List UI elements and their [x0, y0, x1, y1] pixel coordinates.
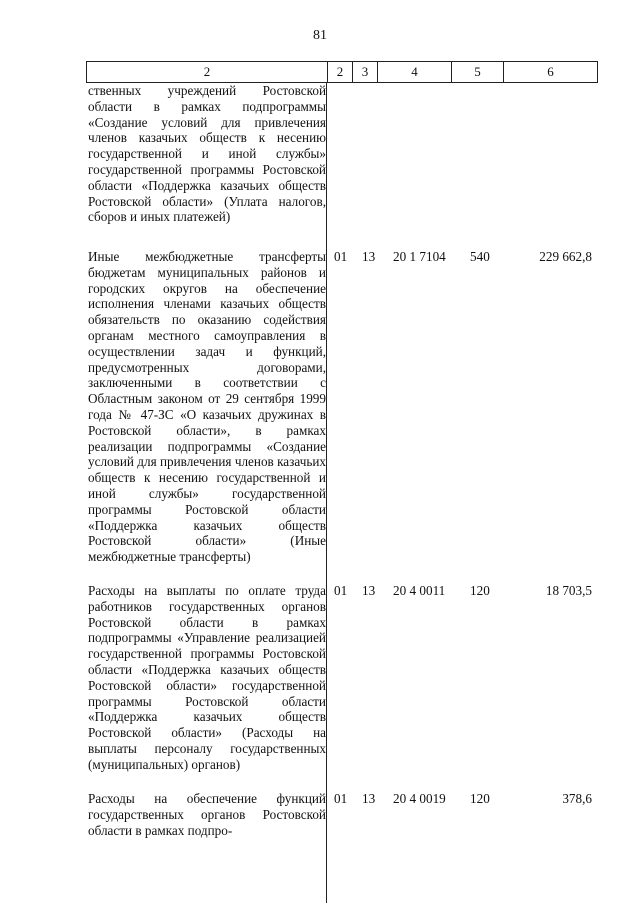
- table-row: [86, 583, 598, 791]
- header-cell-expense-type: 5: [451, 62, 503, 82]
- row-target-article: 20 4 0011: [393, 583, 446, 598]
- page-number: 81: [313, 28, 327, 43]
- row-section: 01: [334, 583, 348, 598]
- row-expense-type: 540: [470, 249, 490, 264]
- table-row: [86, 791, 598, 851]
- row-description: Расходы на выплаты по оплате труда работников государственных органов Ростовской области в рамках подпрограммы «Управление реализацией государственной программы Ростовской области «Поддержка казачьих обществ Ростовской области» государственной программы Ростовской области «Поддержка казачьих обществ Ростовской области» (Расходы на выплаты персоналу государственных (муниципальных) органов): [88, 583, 326, 772]
- header-cell-section: 2: [327, 62, 352, 82]
- row-description: Иные межбюджетные трансферты бюджетам муниципальных районов и городских округов на обеспечение исполнения членами казачьих обществ обязательств по оказанию содействия органам местного самоуправления в осуществлении задач и функций, предусмотренных договорами, заключенными в соответствии с Областным законом от 29 сентября 1999 года № 47-ЗС «О казачьих дружинах в Ростовской области», в рамках реализации подпрограммы «Создание условий для привлечения членов казачьих обществ к несению государственной и иной службы» государственной программы Ростовской области «Поддержка казачьих обществ Ростовской области» (Иные межбюджетные трансферты): [88, 249, 326, 565]
- header-cell-target-article: 4: [377, 62, 451, 82]
- row-expense-type: 120: [470, 791, 490, 806]
- row-expense-type: 120: [470, 583, 490, 598]
- header-cell-subsection: 3: [352, 62, 377, 82]
- header-cell-description: 2: [203, 64, 211, 79]
- row-subsection: 13: [362, 249, 376, 264]
- table-row: [86, 249, 598, 583]
- row-subsection: 13: [362, 583, 376, 598]
- row-amount: 18 703,5: [545, 583, 592, 598]
- row-subsection: 13: [362, 791, 376, 806]
- table-row: [86, 83, 598, 249]
- budget-table: [86, 61, 598, 838]
- row-amount: 378,6: [562, 791, 592, 806]
- row-target-article: 20 1 7104: [393, 249, 446, 264]
- row-description: Расходы на обеспечение функций государственных органов Ростовской области в рамках подпро-: [88, 791, 326, 838]
- table-body: [86, 83, 598, 851]
- row-section: 01: [334, 791, 348, 806]
- row-section: 01: [334, 249, 348, 264]
- row-target-article: 20 4 0019: [393, 791, 446, 806]
- row-amount: 229 662,8: [539, 249, 592, 264]
- row-description: ственных учреждений Ростовской области в рамках подпрограммы «Создание условий для привлечения членов казачьих обществ к несению государственной и иной службы» государственной программы Ростовской области «Поддержка казачьих обществ Ростовской области» (Уплата налогов, сборов и иных платежей): [88, 83, 326, 225]
- table-header: [86, 61, 598, 83]
- header-cell-amount: 6: [503, 62, 597, 82]
